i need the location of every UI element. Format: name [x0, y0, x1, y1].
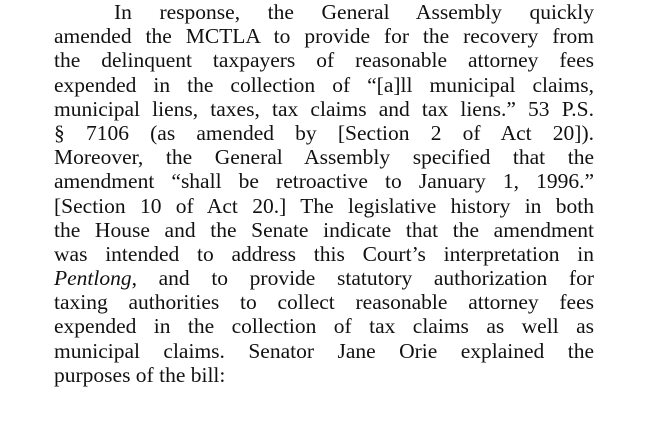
text-line: amendment “shall be retroactive to January 1, 1996.”: [54, 169, 594, 194]
text-line-remainder: , and to provide statutory authorization for: [131, 266, 594, 291]
text-line: the delinquent taxpayers of reasonable attorney fees: [54, 48, 594, 73]
text-line: the House and the Senate indicate that the amendment: [54, 217, 594, 242]
case-name-italic: Pentlong: [54, 266, 132, 291]
text-line: Moreover, the General Assembly specified that the: [54, 145, 594, 170]
text-line: § 7106 (as amended by [Section 2 of Act 20]).: [54, 120, 594, 145]
body-paragraph: [54, 0, 594, 387]
text-line: taxing authorities to collect reasonable attorney fees: [54, 290, 594, 315]
text-line: In response, the General Assembly quickly: [114, 0, 594, 24]
text-line: purposes of the bill:: [54, 362, 226, 387]
text-line: municipal claims. Senator Jane Orie explained the: [54, 338, 594, 363]
text-line: [Section 10 of Act 20.] The legislative history in both: [54, 193, 594, 218]
text-line: expended in the collection of “[a]ll municipal claims,: [54, 72, 594, 97]
text-line: was intended to address this Court’s interpretation in: [54, 241, 594, 266]
text-line-with-case-name: [54, 266, 594, 290]
text-line: expended in the collection of tax claims as well as: [54, 314, 594, 339]
text-line: amended the MCTLA to provide for the recovery from: [54, 24, 594, 49]
text-line: municipal liens, taxes, tax claims and tax liens.” 53 P.S.: [54, 96, 594, 121]
